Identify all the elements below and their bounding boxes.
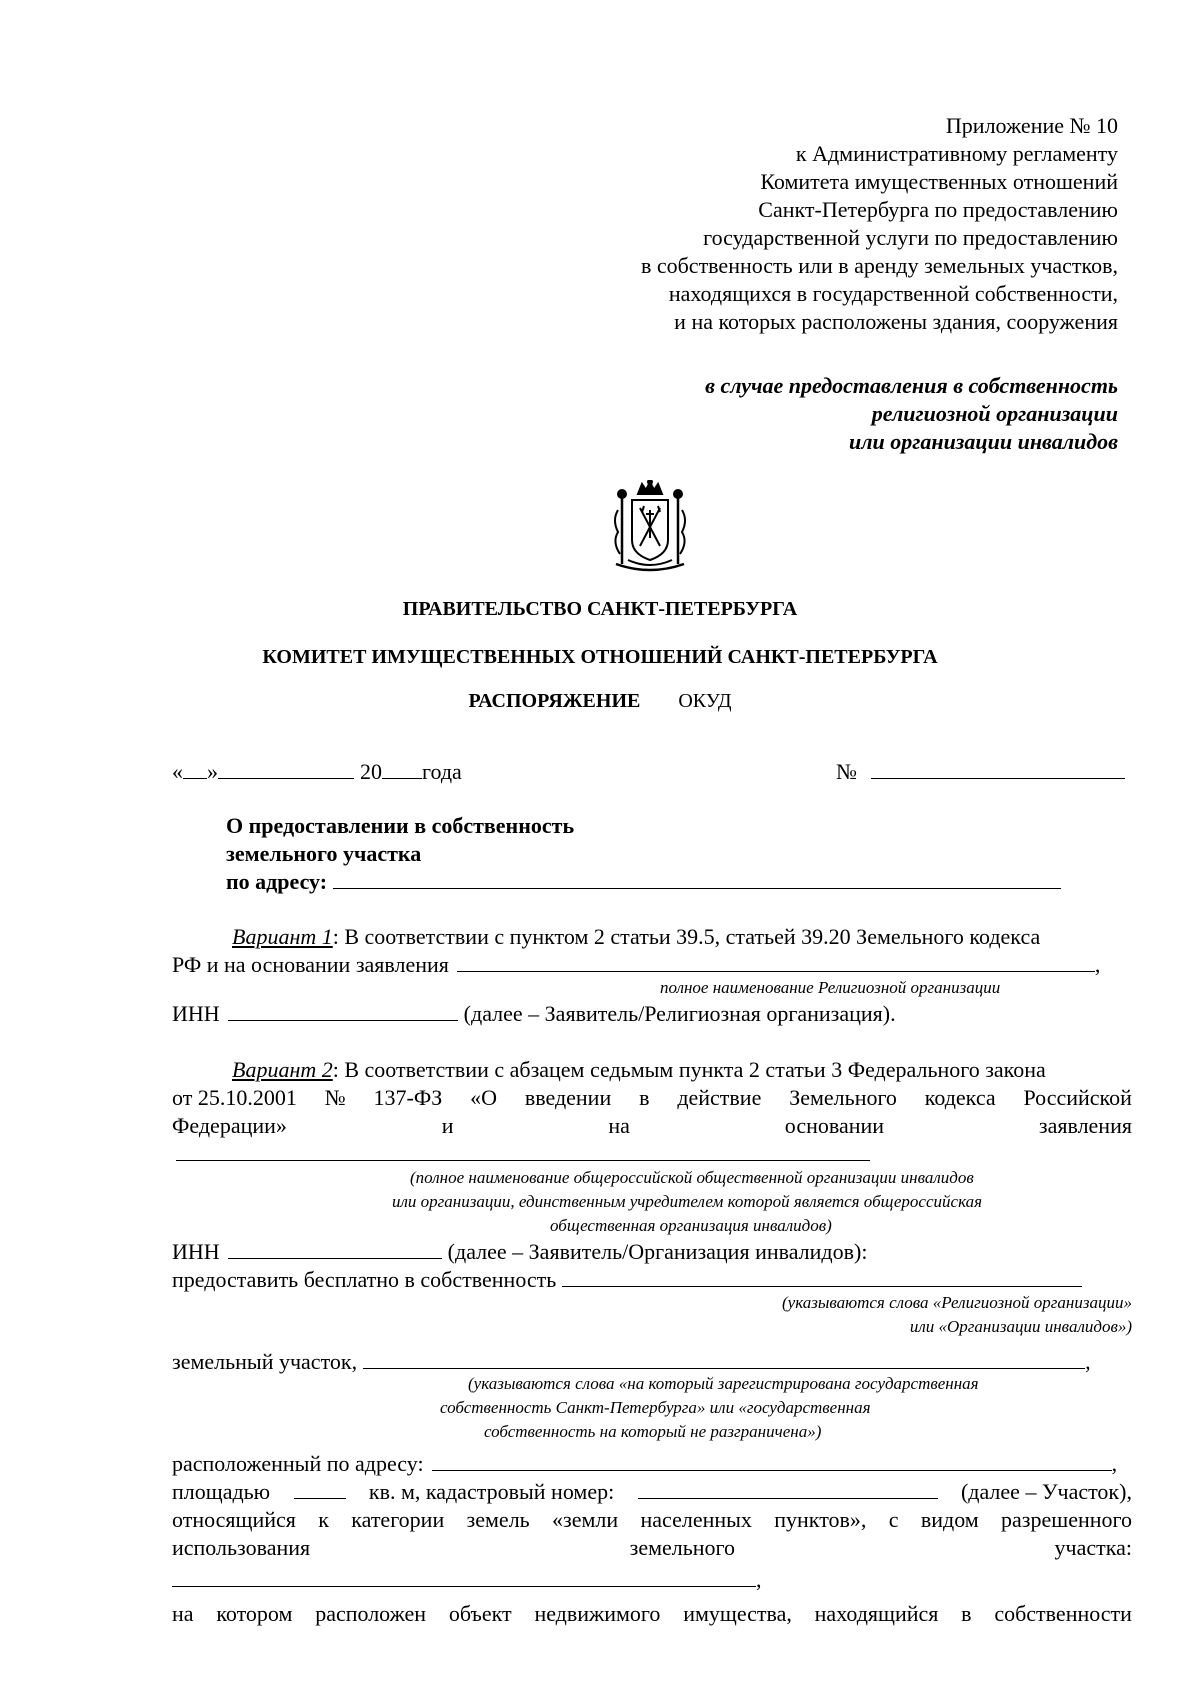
- header-line-8: и на которых расположены здания, сооружения: [674, 309, 1118, 334]
- okud-label: ОКУД: [678, 690, 732, 712]
- variant2-note-2: или организации, единственным учредителем которой является общероссийская: [392, 1192, 982, 1211]
- subject-line-1: О предоставлении в собственность: [226, 813, 575, 838]
- recipient-type-blank: [562, 1266, 1082, 1287]
- plot-note-2: собственность Санкт-Петербурга» или «государственная: [440, 1398, 871, 1417]
- permitted-use-blank: [172, 1566, 756, 1587]
- year-blank: [382, 758, 422, 779]
- variant1-note: полное наименование Религиозной организации: [660, 978, 1001, 997]
- variant1-label: Вариант 1: [232, 924, 333, 949]
- plot-note-3: собственность на который не разграничена»): [484, 1422, 822, 1441]
- variant2-label: Вариант 2: [232, 1057, 333, 1082]
- header-italic-line-1: в случае предоставления в собственность: [705, 373, 1118, 398]
- order-number-line: №: [836, 758, 1125, 785]
- header-line-6: в собственность или в аренду земельных участков,: [640, 253, 1118, 278]
- subject-line-3: по адресу:: [226, 868, 1061, 895]
- plot-note-1: (указываются слова «на который зарегистрирована государственная: [468, 1374, 979, 1393]
- plot-line: земельный участок, ,: [172, 1349, 1091, 1374]
- provide-note-2: или «Организации инвалидов»): [909, 1317, 1132, 1336]
- usage-line: использования земельного участка:: [172, 1535, 1132, 1560]
- header-italic-line-3: или организации инвалидов: [848, 429, 1118, 454]
- header-line-2: к Административному регламенту: [795, 141, 1118, 166]
- variant1-line-1: Вариант 1: В соответствии с пунктом 2 статьи 39.5, статьей 39.20 Земельного кодекса: [232, 924, 1041, 949]
- provide-line: предоставить бесплатно в собственность: [172, 1266, 1082, 1293]
- coat-of-arms-icon: [608, 480, 692, 572]
- plot-address-blank: [432, 1450, 1112, 1471]
- subject-address-blank: [333, 868, 1061, 889]
- day-blank: [183, 758, 207, 779]
- area-blank: [294, 1478, 346, 1499]
- government-title: ПРАВИТЕЛЬСТВО САНКТ-ПЕТЕРБУРГА: [402, 598, 798, 620]
- subject-line-2: земельного участка: [226, 841, 422, 866]
- disabled-org-name-blank: [176, 1160, 870, 1161]
- religious-org-name-blank: [457, 951, 1095, 972]
- date-line: « » 20 года: [172, 759, 462, 784]
- variant1-line-2: РФ и на основании заявления ,: [172, 952, 1101, 977]
- variant2-line-2: от 25.10.2001 № 137-ФЗ «О введении в действие Земельного кодекса Российской: [172, 1085, 1132, 1110]
- variant1-inn-line: ИНН (далее – Заявитель/Религиозная организация).: [172, 1001, 896, 1026]
- variant2-line-1: Вариант 2: В соответствии с абзацем седьмым пункта 2 статьи 3 Федерального закона: [232, 1057, 1046, 1082]
- variant2-line-3: Федерации» и на основании заявления: [172, 1113, 1132, 1138]
- order-title-row: [0, 690, 1200, 713]
- address-line: расположенный по адресу: ,: [172, 1451, 1118, 1476]
- variant2-inn-blank: [228, 1238, 442, 1259]
- provide-note-1: (указываются слова «Религиозной организации»: [781, 1293, 1132, 1312]
- header-italic-line-2: религиозной организации: [871, 401, 1118, 426]
- order-number-blank: [871, 758, 1125, 779]
- order-title: РАСПОРЯЖЕНИЕ: [468, 690, 641, 712]
- month-blank: [218, 758, 354, 779]
- variant2-inn-line: ИНН (далее – Заявитель/Организация инвалидов):: [172, 1239, 868, 1264]
- header-line-5: государственной услуги по предоставлению: [703, 225, 1118, 250]
- header-line-3: Комитета имущественных отношений: [760, 169, 1118, 194]
- committee-title: КОМИТЕТ ИМУЩЕСТВЕННЫХ ОТНОШЕНИЙ САНКТ-ПЕТЕРБУРГА: [262, 646, 938, 668]
- appendix-number: Приложение № 10: [945, 113, 1118, 138]
- variant2-note-3: общественная организация инвалидов): [550, 1216, 832, 1235]
- area-line: площадью кв. м, кадастровый номер: (далее – Участок),: [172, 1479, 1132, 1504]
- ownership-status-blank: [363, 1348, 1085, 1369]
- cadastral-number-blank: [638, 1478, 938, 1499]
- header-line-7: находящихся в государственной собственности,: [668, 281, 1118, 306]
- header-line-4: Санкт-Петербурга по предоставлению: [758, 197, 1118, 222]
- usage-type-line: ,: [172, 1566, 762, 1593]
- variant2-note-1: (полное наименование общероссийской общественной организации инвалидов: [410, 1168, 974, 1187]
- last-line: на котором расположен объект недвижимого имущества, находящийся в собственности: [172, 1601, 1132, 1626]
- category-line: относящийся к категории земель «земли населенных пунктов», с видом разрешенного: [172, 1507, 1132, 1532]
- variant1-inn-blank: [228, 1000, 458, 1021]
